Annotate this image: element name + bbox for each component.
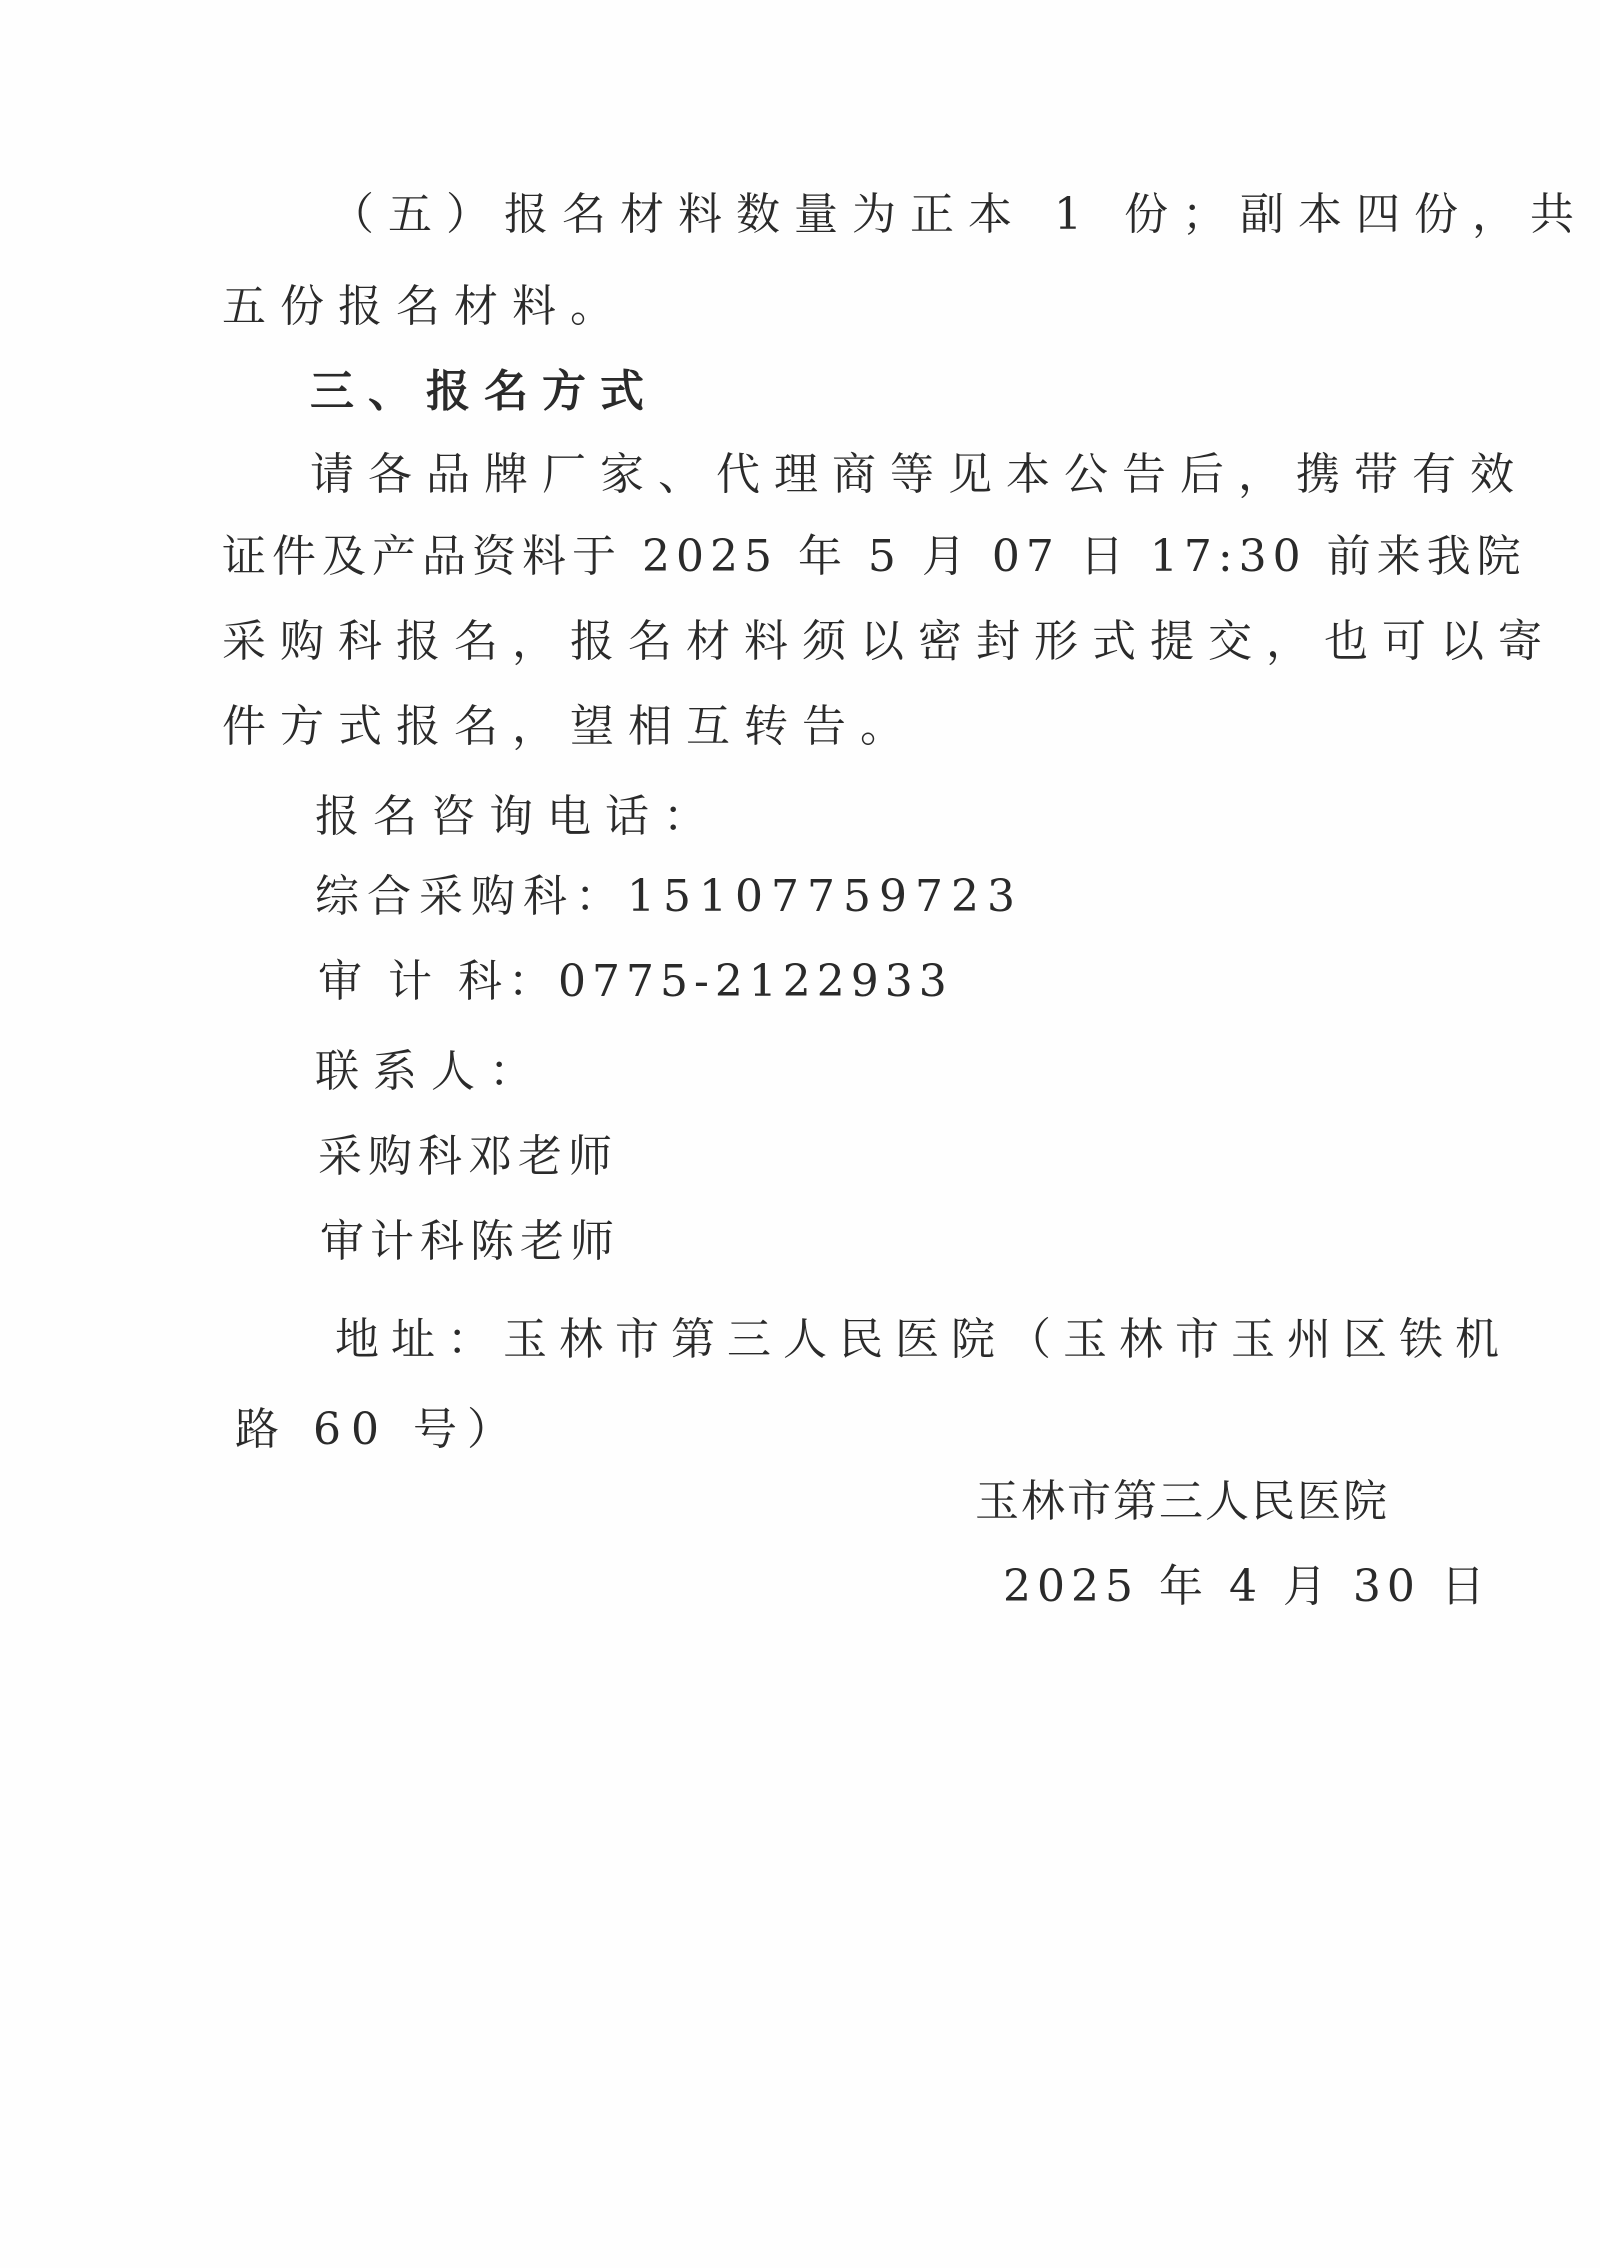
contact-heading: 联系人： [315, 1046, 547, 1097]
phone-audit-dept: 审 计 科：0775-2122933 [318, 956, 953, 1007]
contact-audit: 审计科陈老师 [320, 1216, 620, 1267]
signature-date: 2025 年 4 月 30 日 [1003, 1561, 1491, 1612]
section-3-heading: 三、报名方式 [310, 366, 658, 417]
contact-purchase: 采购科邓老师 [318, 1131, 618, 1182]
paragraph-line-3: 采购科报名，报名材料须以密封形式提交，也可以寄 [222, 616, 1556, 667]
paragraph-line-1: 请各品牌厂家、代理商等见本公告后，携带有效 [310, 449, 1528, 500]
address-line-1: 地址：玉林市第三人民医院（玉林市玉州区铁机 [335, 1314, 1511, 1365]
phone-heading: 报名咨询电话： [315, 791, 721, 842]
item5-line-2: 五份报名材料。 [222, 281, 628, 332]
signature-organization: 玉林市第三人民医院 [975, 1476, 1389, 1527]
phone-purchase-dept: 综合采购科：15107759723 [315, 871, 1023, 922]
paragraph-line-2: 证件及产品资料于 2025 年 5 月 07 日 17:30 前来我院 [222, 531, 1527, 582]
item5-line-1: （五）报名材料数量为正本 1 份；副本四份，共 [330, 189, 1588, 240]
paragraph-line-4: 件方式报名，望相互转告。 [222, 701, 918, 752]
address-line-2: 路 60 号） [235, 1404, 521, 1455]
